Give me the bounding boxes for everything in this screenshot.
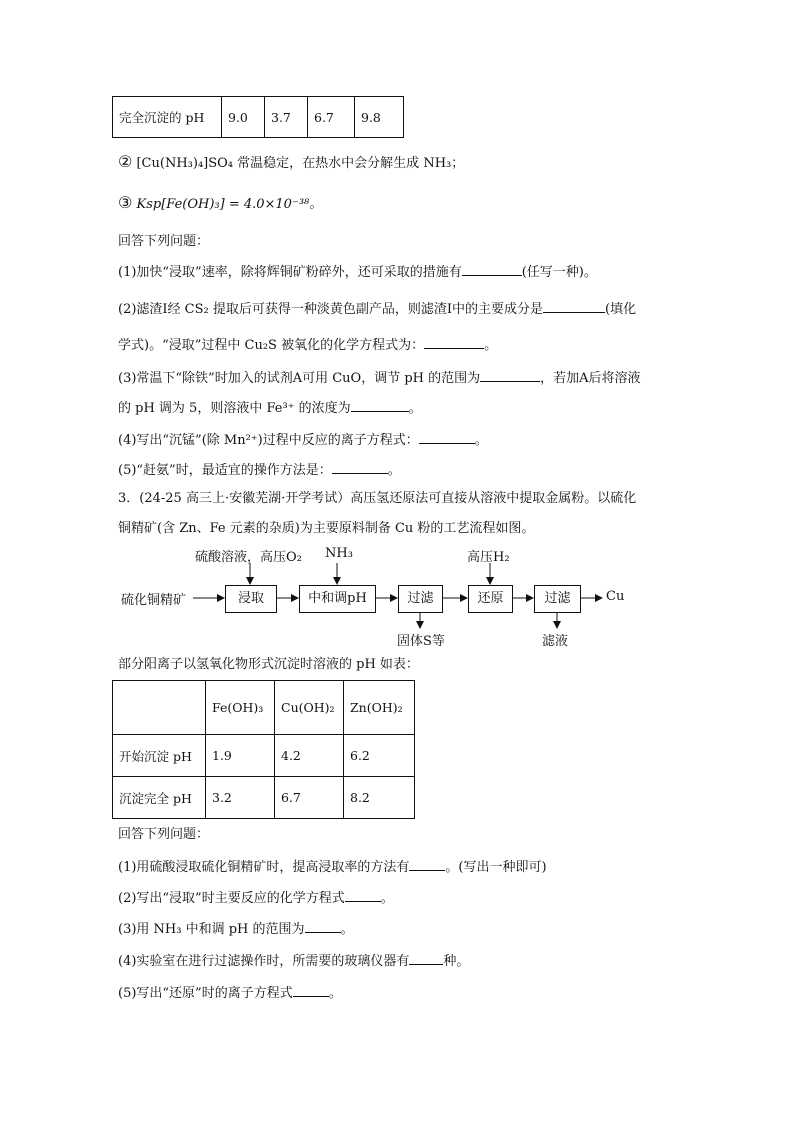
q2-item-1: (1)加快“浸取”速率，除将辉铜矿粉碎外，还可采取的措施有 (任写一种)。	[118, 262, 597, 282]
flow-step-reduce: 还原	[468, 585, 513, 613]
table-cell: 9.8	[355, 97, 404, 138]
table-header-cell	[113, 681, 206, 735]
note-3-ksp: Ksp[Fe(OH)₃] = 4.0×10⁻³⁸。	[136, 197, 323, 212]
table-cell: 6.2	[344, 735, 415, 777]
q3-item-5: (5)写出“还原”时的离子方程式 。	[118, 983, 342, 1003]
table-cell-label: 完全沉淀的 pH	[113, 97, 222, 138]
table-cell: 9.0	[222, 97, 265, 138]
q2-item-3-cont: 的 pH 调为 5，则溶液中 Fe³⁺ 的浓度为 。	[118, 398, 422, 418]
table-header-cell: Zn(OH)₂	[344, 681, 415, 735]
table-header-cell: Cu(OH)₂	[275, 681, 344, 735]
flow-output-1-label: 固体S等	[397, 634, 445, 649]
table-row	[113, 777, 415, 819]
hydroxide-ph-table	[112, 680, 415, 819]
q3-heading-line-1: 3．(24-25 高三上·安徽芜湖·开学考试）高压氢还原法可直接从溶液中提取金属粉。以硫化	[118, 491, 637, 506]
table-cell: 3.2	[206, 777, 275, 819]
table-header-row	[113, 681, 415, 735]
table-cell: 4.2	[275, 735, 344, 777]
note-3: ③ Ksp[Fe(OH)₃] = 4.0×10⁻³⁸。	[118, 193, 323, 212]
q2-intro: 回答下列问题：	[118, 234, 210, 249]
flow-step-neutralize: 中和调pH	[299, 585, 376, 613]
flow-step-leach: 浸取	[225, 585, 277, 613]
answer-blank[interactable]	[305, 919, 341, 933]
table-cell: 8.2	[344, 777, 415, 819]
q3-item-4: (4)实验室在进行过滤操作时，所需要的玻璃仪器有 种。	[118, 951, 469, 971]
q3-intro: 回答下列问题：	[118, 827, 210, 842]
answer-blank[interactable]	[345, 888, 381, 902]
answer-blank[interactable]	[293, 983, 329, 997]
table-cell: 6.7	[275, 777, 344, 819]
flow-input-3-label: 高压H₂	[467, 550, 510, 565]
q2-item-2-cont: 学式)。“浸取”过程中 Cu₂S 被氧化的化学方程式为： 。	[118, 335, 497, 355]
flow-step-filter-2: 过滤	[534, 585, 581, 613]
q3-item-2: (2)写出“浸取”时主要反应的化学方程式 。	[118, 888, 394, 908]
table-row-label: 开始沉淀 pH	[113, 735, 206, 777]
flow-input-1-label: 硫酸溶液，高压O₂	[195, 550, 302, 565]
flow-end-label: Cu	[606, 589, 625, 604]
note-2-formula: [Cu(NH₃)₄]SO₄	[136, 156, 234, 171]
q2-item-5: (5)“赶氨”时，最适宜的操作方法是： 。	[118, 460, 401, 480]
q3-item-3: (3)用 NH₃ 中和调 pH 的范围为 。	[118, 919, 354, 939]
q2-item-3: (3)常温下“除铁”时加入的试剂A可用 CuO，调节 pH 的范围为 ，若加A后将溶液	[118, 368, 641, 388]
table-header-cell: Fe(OH)₃	[206, 681, 275, 735]
q3-heading-line-2: 铜精矿(含 Zn、Fe 元素的杂质)为主要原料制备 Cu 粉的工艺流程如图。	[118, 521, 535, 536]
table-cell: 6.7	[308, 97, 355, 138]
table-intro: 部分阳离子以氢氧化物形式沉淀时溶液的 pH 如表：	[118, 657, 419, 672]
note-2: ② [Cu(NH₃)₄]SO₄ 常温稳定，在热水中会分解生成 NH₃；	[118, 152, 465, 171]
q3-item-1: (1)用硫酸浸取硫化铜精矿时，提高浸取率的方法有 。(写出一种即可)	[118, 857, 547, 877]
flow-step-filter-1: 过滤	[398, 585, 443, 613]
table-row-label: 沉淀完全 pH	[113, 777, 206, 819]
q2-item-4: (4)写出“沉锰”(除 Mn²⁺)过程中反应的离子方程式： 。	[118, 430, 488, 450]
flow-input-2-label: NH₃	[325, 546, 353, 561]
answer-blank[interactable]	[409, 857, 445, 871]
table-cell: 1.9	[206, 735, 275, 777]
flow-output-2-label: 滤液	[542, 634, 569, 649]
q2-item-2: (2)滤渣Ⅰ经 CS₂ 提取后可获得一种淡黄色副产品，则滤渣Ⅰ中的主要成分是 (填化	[118, 299, 636, 319]
answer-blank[interactable]	[409, 951, 443, 965]
table-cell: 3.7	[265, 97, 308, 138]
flow-start-label: 硫化铜精矿	[121, 593, 187, 608]
table-row	[113, 735, 415, 777]
